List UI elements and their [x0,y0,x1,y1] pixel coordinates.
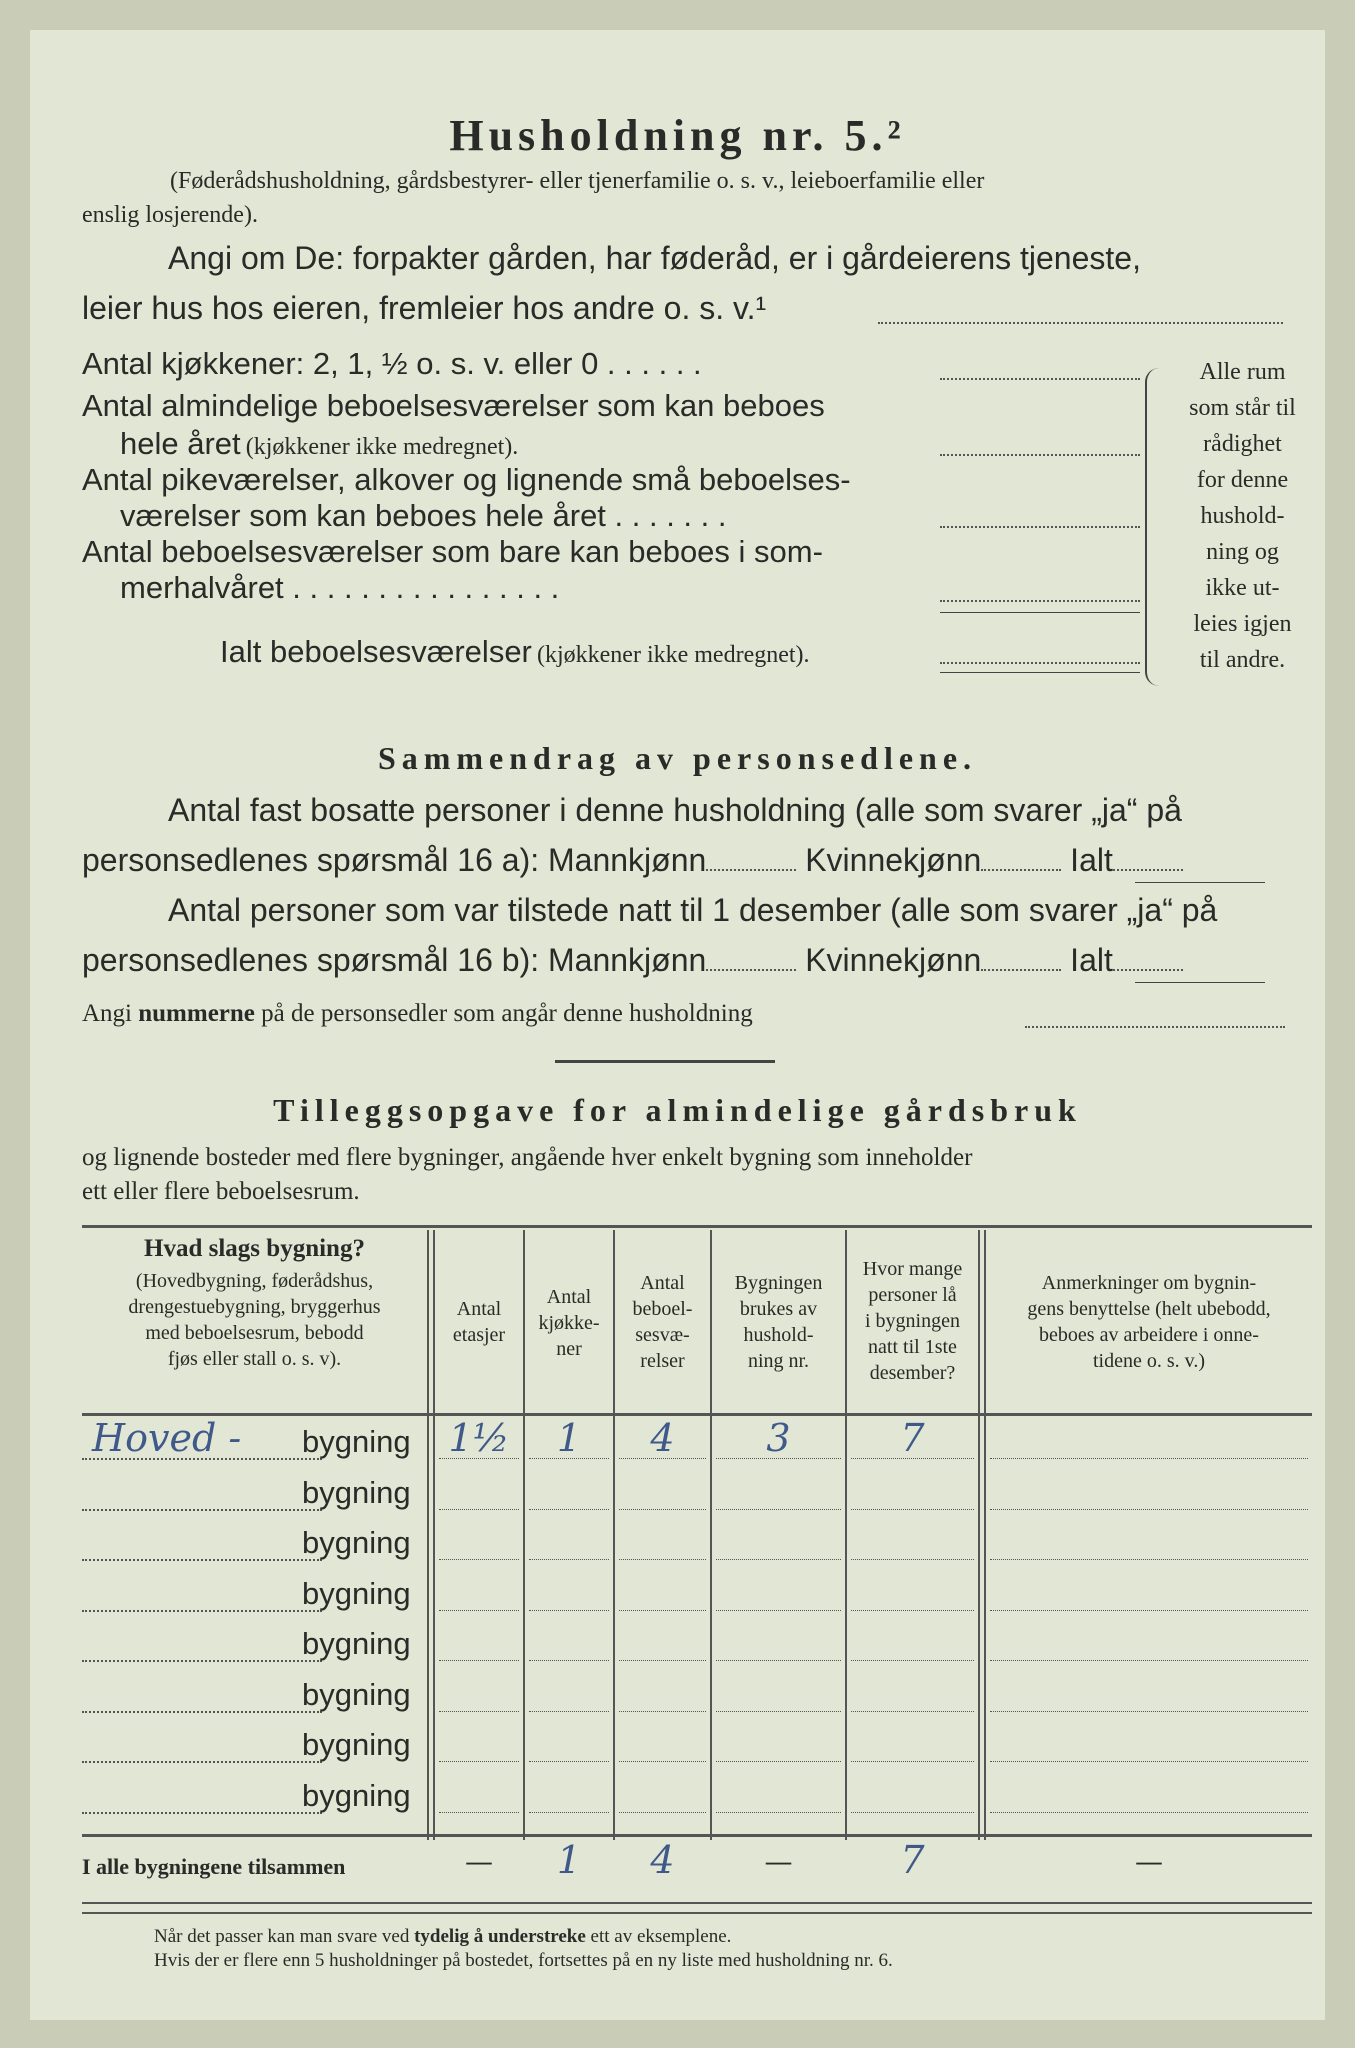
total-personer[interactable]: 7 [900,1838,925,1882]
cell-line [990,1458,1308,1459]
cell-personer[interactable]: 7 [900,1416,925,1460]
footnote-prefix: Når det passer kan man svare ved [154,1926,410,1947]
cell-line [529,1812,609,1813]
total-anm: — [1135,1845,1163,1878]
side-note [1170,354,1315,678]
cell-line [716,1812,841,1813]
angi-answer-line[interactable] [878,322,1283,324]
cell-line [851,1660,974,1661]
building-type-line [82,1711,322,1713]
header-line: tidene o. s. v.) [1092,1350,1205,1372]
cell-line [851,1812,974,1813]
cell-line [990,1509,1308,1510]
cell-line [619,1509,706,1510]
cell-line [439,1610,519,1611]
header-husholdning [712,1270,845,1374]
section-divider [555,1060,775,1063]
cell-line [529,1761,609,1762]
count-alm-line2: hele året [120,426,241,461]
header-personer [847,1256,978,1386]
cell-kjokkener[interactable]: 1 [556,1416,582,1460]
kvinne-label: Kvinnekjønn [805,942,982,978]
cell-line [990,1559,1308,1560]
footnote-suffix: ett av eksemplene. [590,1926,732,1947]
side-note-line: Alle rum [1199,359,1286,385]
kvinne-label: Kvinnekjønn [805,842,982,878]
count-sommer-line2: merhalvåret . . . . . . . . . . . . . . . . [120,570,560,605]
cell-line [529,1711,609,1712]
total-hush: — [764,1845,793,1878]
cell-line [851,1559,974,1560]
header-line: ning nr. [747,1350,810,1372]
total-label: I alle bygningene tilsammen [82,1854,346,1879]
building-type-line [82,1509,322,1511]
sammendrag-a-line1: Antal fast bosatte personer i denne husholdning (alle som svarer „ja“ på [168,792,1182,828]
cell-line [990,1660,1308,1661]
building-type-line [82,1812,322,1814]
cell-line [619,1559,706,1560]
bygning-suffix: bygning [302,1474,411,1510]
angi-bold: nummerne [138,1000,255,1027]
building-type-line [82,1761,322,1763]
bygning-suffix: bygning [302,1676,411,1712]
tillegg-title: Tilleggsopgave for almindelige gårdsbruk [273,1092,1082,1128]
header-etasjer [435,1296,523,1348]
cell-line [990,1610,1308,1611]
count-alm-line2-wrap [120,426,518,462]
count-pike-line2: værelser som kan beboes hele året . . . . . . . [120,498,727,533]
cell-line [529,1559,609,1560]
tillegg-line2: ett eller flere beboelsesrum. [82,1178,360,1205]
cell-line [439,1761,519,1762]
count-ialt-wrap [220,634,810,670]
header-line: Antal [456,1298,502,1320]
cell-line [439,1509,519,1510]
header-vaerelser [615,1270,710,1374]
header-line: beboes av arbeidere i onne- [1039,1324,1259,1346]
side-note-line: ikke ut- [1205,575,1280,601]
cell-line [990,1711,1308,1712]
header-line: fjøs eller stall o. s. v). [167,1348,342,1370]
header-line: etasjer [452,1324,506,1346]
cell-line [439,1711,519,1712]
cell-line [851,1761,974,1762]
tillegg-line1: og lignende bosteder med flere bygninger, angående hver enkelt bygning som inneholder [82,1144,973,1171]
building-type-value[interactable]: Hoved - [92,1416,242,1460]
header-line: beboel- [632,1298,693,1320]
cell-line [619,1812,706,1813]
header-bygning-title: Hvad slags bygning? [144,1235,365,1262]
mann-b-answer[interactable] [706,969,796,971]
ialt-b-answer[interactable] [1113,969,1183,971]
header-line: Anmerkninger om bygnin- [1041,1272,1257,1294]
cell-line [716,1761,841,1762]
sammendrag-b-prefix: personsedlenes spørsmål 16 b): [82,942,540,978]
cell-line [619,1660,706,1661]
total-etasjer: — [465,1845,493,1878]
angi-suffix: på de personsedler som angår denne husholdning [261,1000,753,1027]
cell-line [529,1660,609,1661]
header-line: drengestuebygning, bryggerhus [128,1296,381,1318]
footnote-line2: Hvis der er flere enn 5 husholdninger på bostedet, fortsettes på en ny liste med husholdning nr. 6. [154,1950,893,1971]
total-kjokkener[interactable]: 1 [556,1838,582,1882]
header-line: Bygningen [734,1272,823,1294]
pike-answer[interactable] [940,526,1140,528]
total-vaerelser[interactable]: 4 [650,1838,675,1882]
count-kjokkener: Antal kjøkkener: 2, 1, ½ o. s. v. eller 0 . . . . . . [82,346,702,381]
header-line: hushold- [743,1324,814,1346]
count-pike-line1: Antal pikeværelser, alkover og lignende små beboelses- [82,462,851,497]
header-line: brukes av [739,1298,818,1320]
cell-line [439,1660,519,1661]
header-anmerkninger [986,1270,1312,1374]
header-line: ner [556,1338,582,1360]
header-line: natt til 1ste [868,1336,957,1358]
cell-line [851,1509,974,1510]
sommer-answer[interactable] [940,600,1140,602]
cell-line [619,1610,706,1611]
bygning-suffix: bygning [302,1727,411,1762]
kvinne-a-answer[interactable] [981,869,1061,871]
header-line: i bygningen [865,1310,960,1332]
cell-line [716,1509,841,1510]
cell-line [439,1559,519,1560]
header-kjokkener [525,1284,613,1362]
side-note-line: leies igjen [1193,611,1292,637]
cell-vaerelser[interactable]: 4 [650,1416,675,1460]
ialt-answer[interactable] [940,662,1140,664]
header-line: Hvor mange [862,1258,963,1280]
header-line: (Hovedbygning, føderådshus, [135,1270,374,1292]
page-title: Husholdning nr. 5.² [449,111,906,160]
cell-line [439,1812,519,1813]
cell-etasjer[interactable]: 1½ [448,1416,510,1460]
intro-paren-line1: (Føderådshusholdning, gårdsbestyrer- eller tjenerfamilie o. s. v., leieboerfamilie eller [170,168,985,194]
cell-line [851,1711,974,1712]
header-line: kjøkke- [538,1312,600,1334]
sammendrag-a-prefix: personsedlenes spørsmål 16 a): [82,842,540,878]
intro-angi-line1: Angi om De: forpakter gården, har føderåd, er i gårdeierens tjeneste, [168,240,1141,276]
intro-angi-line2: leier hus hos eieren, fremleier hos andre o. s. v.¹ [82,290,767,326]
side-note-line: rådighet [1203,431,1282,457]
side-note-line: ning og [1206,539,1279,565]
count-alm-line1: Antal almindelige beboelsesværelser som kan beboes [82,388,825,423]
header-line: sesvæ- [635,1324,690,1346]
sammendrag-b-line1: Antal personer som var tilstede natt til 1 desember (alle som svarer „ja“ på [168,892,1218,928]
side-brace [1145,368,1169,686]
cell-line [529,1509,609,1510]
form-page [30,30,1325,2020]
header-line: gens benyttelse (helt ubebodd, [1027,1298,1271,1320]
alm-answer[interactable] [940,454,1140,456]
angi-prefix: Angi [82,1000,132,1027]
header-bygning [82,1236,427,1372]
count-ialt: Ialt beboelsesværelser [220,634,532,669]
mann-label: Mannkjønn [548,842,707,878]
sammendrag-title: Sammendrag av personsedlene. [377,740,978,776]
footnote-bold: tydelig å understreke [414,1926,586,1947]
cell-line [529,1610,609,1611]
cell-line [619,1711,706,1712]
cell-hush[interactable]: 3 [766,1416,791,1460]
count-alm-line2-small: (kjøkkener ikke medregnet). [245,434,519,460]
ialt-label: Ialt [1070,942,1113,978]
kjokkener-answer[interactable] [940,378,1140,380]
ialt-label: Ialt [1070,842,1113,878]
building-type-line [82,1458,322,1460]
bygning-suffix: bygning [302,1777,411,1813]
side-note-line: til andre. [1199,647,1286,673]
bygning-suffix: bygning [302,1424,411,1459]
header-line: med beboelsesrum, bebodd [145,1322,364,1344]
header-line: desember? [869,1362,956,1384]
angi-nummerne [82,1000,753,1028]
sammendrag-b-line2 [82,942,1312,979]
count-sommer-line1: Antal beboelsesværelser som bare kan beboes i som- [82,534,823,569]
bygning-suffix: bygning [302,1626,411,1661]
header-line: personer lå [868,1284,957,1306]
cell-line [716,1660,841,1661]
mann-a-answer[interactable] [706,869,796,871]
header-line: Antal [546,1286,592,1308]
cell-line [851,1610,974,1611]
side-note-line: som står til [1189,395,1296,421]
cell-line [716,1711,841,1712]
nummerne-answer[interactable] [1025,1026,1285,1028]
intro-paren-line2: enslig losjerende). [82,202,258,228]
cell-line [619,1761,706,1762]
cell-line [990,1761,1308,1762]
side-note-line: for denne [1196,467,1289,493]
side-note-line: hushold- [1200,503,1285,529]
building-type-line [82,1559,322,1561]
building-type-line [82,1660,322,1662]
bygning-suffix: bygning [302,1575,411,1611]
ialt-a-answer[interactable] [1113,869,1183,871]
kvinne-b-answer[interactable] [981,969,1061,971]
building-type-line [82,1610,322,1612]
cell-line [990,1812,1308,1813]
header-line: relser [640,1350,685,1372]
mann-label: Mannkjønn [548,942,707,978]
cell-line [716,1559,841,1560]
cell-line [716,1610,841,1611]
sammendrag-a-line2 [82,842,1312,879]
header-line: Antal [640,1272,685,1294]
count-ialt-small: (kjøkkener ikke medregnet). [536,642,810,668]
bygning-suffix: bygning [302,1525,411,1560]
footnote-line1 [154,1926,731,1948]
